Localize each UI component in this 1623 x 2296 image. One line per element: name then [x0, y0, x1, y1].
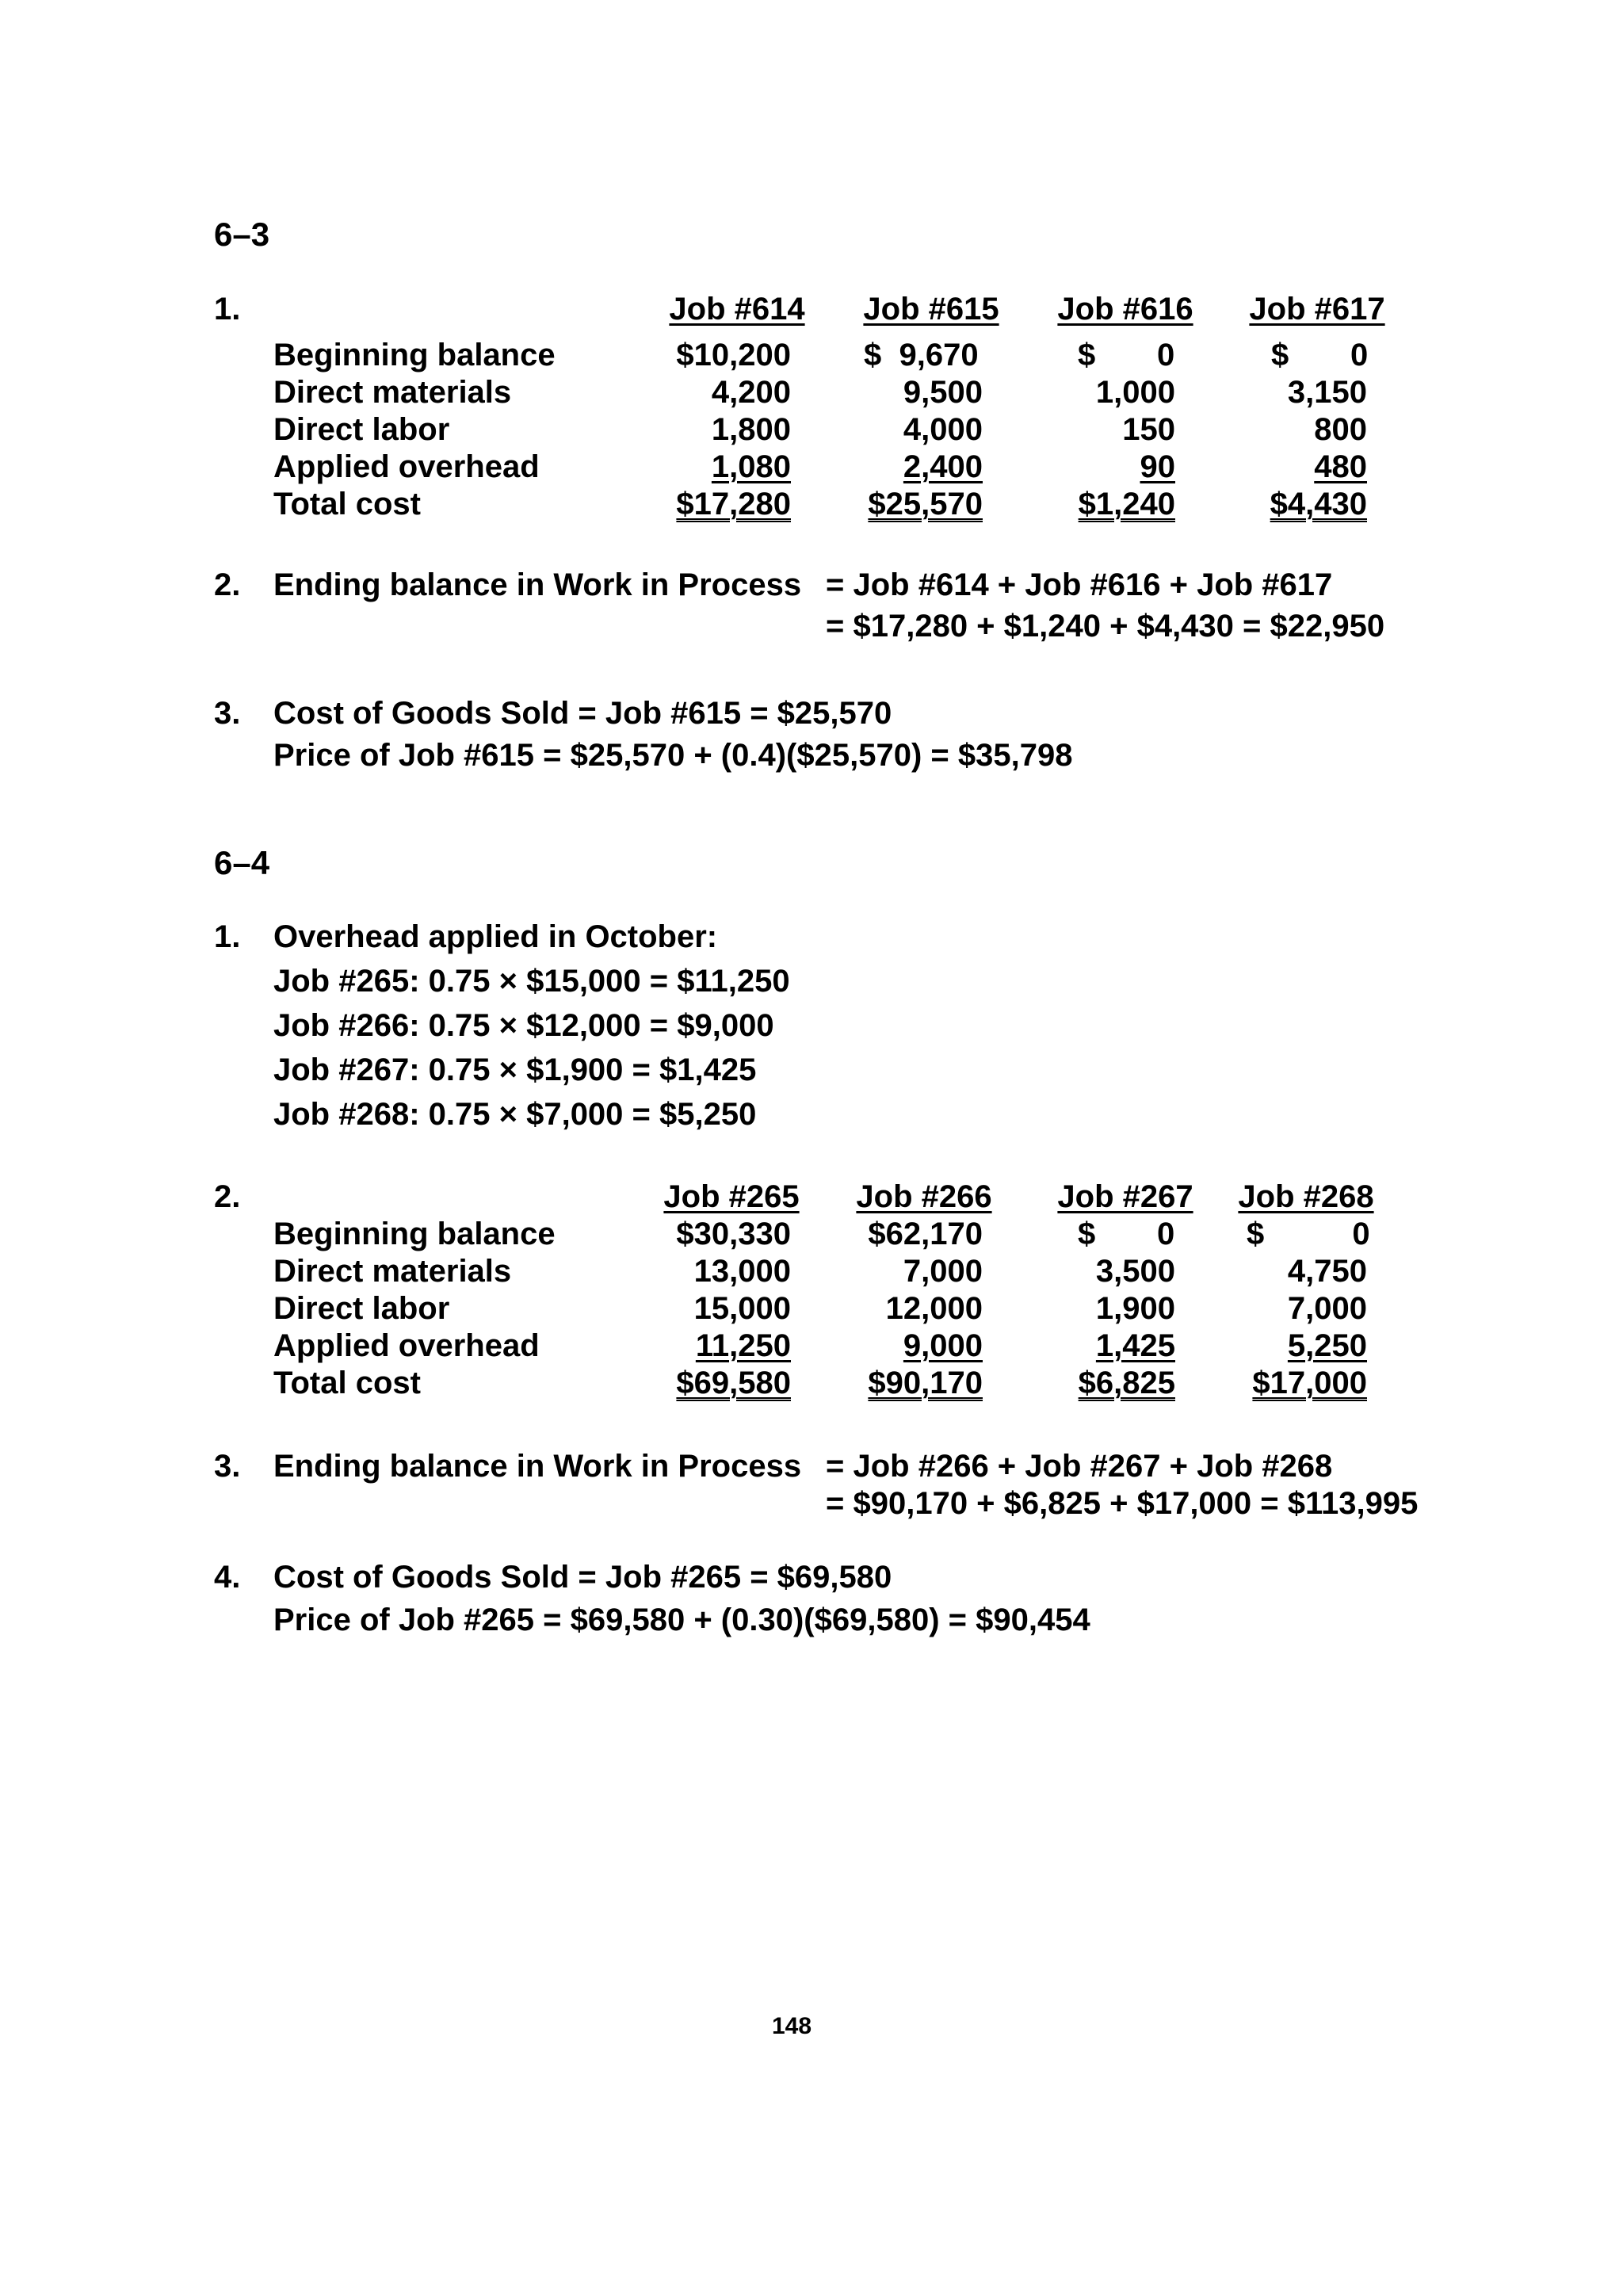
column-header: Job #616 — [1057, 292, 1193, 327]
table-cell: 3,150 — [1287, 375, 1367, 410]
table-cell: 4,000 — [903, 412, 983, 447]
table-cell: 1,080 — [711, 449, 791, 484]
table-cell: 1,000 — [1095, 375, 1175, 410]
cogs-line: Cost of Goods Sold = Job #265 = $69,580 — [273, 1560, 892, 1595]
text-line: Job #268: 0.75 × $7,000 = $5,250 — [273, 1097, 757, 1132]
table-cell: 11,250 — [695, 1328, 791, 1363]
formula-line: = Job #614 + Job #616 + Job #617 — [826, 567, 1333, 602]
table-cell: $4,430 — [1270, 487, 1367, 521]
table-cell: $1,240 — [1078, 487, 1175, 521]
formula-line: = $17,280 + $1,240 + $4,430 = $22,950 — [826, 609, 1385, 644]
cogs-line: Cost of Goods Sold = Job #615 = $25,570 — [273, 696, 892, 731]
table-cell: 7,000 — [1287, 1291, 1367, 1326]
table-cell: 1,425 — [1095, 1328, 1175, 1363]
column-header: Job #614 — [669, 292, 805, 327]
table-cell: 1,800 — [711, 412, 791, 447]
table-cell: 12,000 — [885, 1291, 983, 1326]
table-cell: 7,000 — [903, 1254, 983, 1289]
price-line: Price of Job #615 = $25,570 + (0.4)($25,570) = $35,798 — [273, 738, 1073, 773]
column-header: Job #268 — [1238, 1179, 1374, 1214]
table-cell: $62,170 — [868, 1217, 983, 1251]
table-cell: 5,250 — [1287, 1328, 1367, 1363]
table-cell: 13,000 — [693, 1254, 791, 1289]
ending-balance-label: Ending balance in Work in Process — [273, 567, 802, 602]
item-number: 4. — [214, 1560, 241, 1595]
table-cell: 4,200 — [711, 375, 791, 410]
item-number: 3. — [214, 1449, 241, 1484]
section-title-6-3: 6–3 — [214, 216, 270, 253]
table-cell: 150 — [1122, 412, 1175, 447]
text-line: Job #267: 0.75 × $1,900 = $1,425 — [273, 1052, 757, 1087]
row-label: Total cost — [273, 1366, 421, 1400]
table-cell: 1,900 — [1095, 1291, 1175, 1326]
table-cell: $17,000 — [1252, 1366, 1367, 1400]
row-label: Direct materials — [273, 1254, 512, 1289]
row-label: Beginning balance — [273, 1217, 556, 1251]
text-line: Overhead applied in October: — [273, 919, 718, 954]
column-header: Job #265 — [663, 1179, 800, 1214]
table-cell: $ 0 — [1078, 1217, 1175, 1251]
table-cell: $ 0 — [1247, 1217, 1370, 1251]
item-number: 1. — [214, 292, 241, 327]
table-cell: $25,570 — [868, 487, 983, 521]
row-label: Applied overhead — [273, 449, 540, 484]
table-cell: $30,330 — [676, 1217, 791, 1251]
table-cell: $ 9,670 — [864, 338, 979, 372]
table-cell: 15,000 — [693, 1291, 791, 1326]
item-number: 1. — [214, 919, 241, 954]
item-number: 2. — [214, 567, 241, 602]
ending-balance-label: Ending balance in Work in Process — [273, 1449, 802, 1484]
table-cell: 9,500 — [903, 375, 983, 410]
item-number: 3. — [214, 696, 241, 731]
table-cell: 3,500 — [1095, 1254, 1175, 1289]
row-label: Direct materials — [273, 375, 512, 410]
formula-line: = $90,170 + $6,825 + $17,000 = $113,995 — [826, 1486, 1419, 1521]
price-line: Price of Job #265 = $69,580 + (0.30)($69,580) = $90,454 — [273, 1603, 1090, 1637]
table-cell: $69,580 — [676, 1366, 791, 1400]
section-title-6-4: 6–4 — [214, 844, 270, 881]
text-line: Job #265: 0.75 × $15,000 = $11,250 — [273, 964, 790, 999]
table-cell: $90,170 — [868, 1366, 983, 1400]
row-label: Total cost — [273, 487, 421, 521]
row-label: Beginning balance — [273, 338, 556, 372]
formula-line: = Job #266 + Job #267 + Job #268 — [826, 1449, 1333, 1484]
table-cell: $ 0 — [1078, 338, 1175, 372]
table-cell: 2,400 — [903, 449, 983, 484]
table-cell: $17,280 — [676, 487, 791, 521]
table-cell: 800 — [1314, 412, 1367, 447]
text-line: Job #266: 0.75 × $12,000 = $9,000 — [273, 1008, 774, 1043]
row-label: Direct labor — [273, 412, 450, 447]
row-label: Applied overhead — [273, 1328, 540, 1363]
table-cell: 4,750 — [1287, 1254, 1367, 1289]
page-number: 148 — [772, 2013, 812, 2039]
table-cell: $10,200 — [676, 338, 791, 372]
column-header: Job #267 — [1057, 1179, 1193, 1214]
item-number: 2. — [214, 1179, 241, 1214]
table-cell: 480 — [1314, 449, 1367, 484]
column-header: Job #617 — [1249, 292, 1385, 327]
column-header: Job #266 — [856, 1179, 992, 1214]
column-header: Job #615 — [863, 292, 999, 327]
table-cell: 9,000 — [903, 1328, 983, 1363]
table-cell: $6,825 — [1078, 1366, 1175, 1400]
table-cell: 90 — [1140, 449, 1175, 484]
table-cell: $ 0 — [1271, 338, 1369, 372]
row-label: Direct labor — [273, 1291, 450, 1326]
